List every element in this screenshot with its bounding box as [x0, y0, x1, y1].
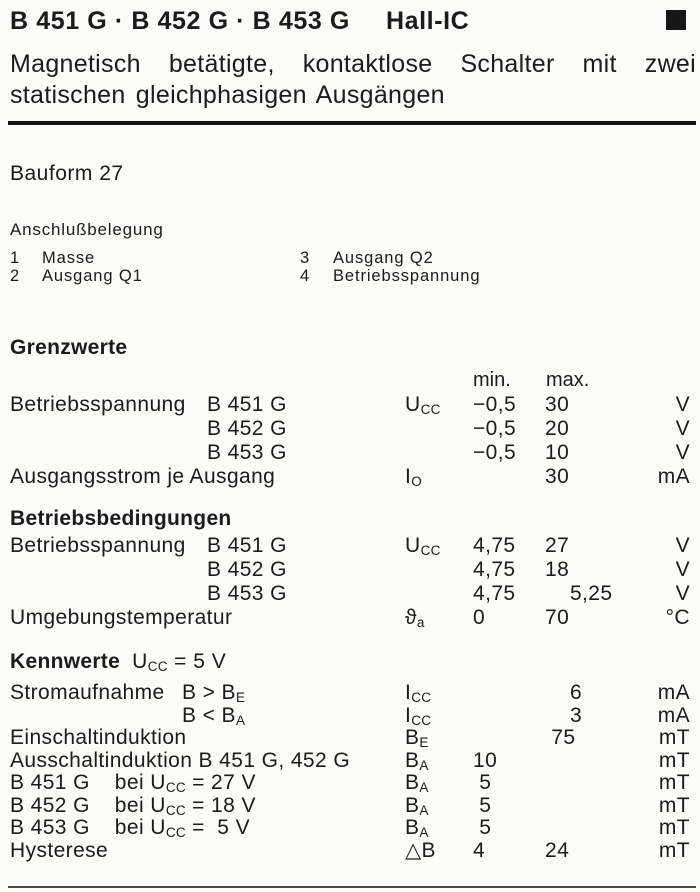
text-part: U — [132, 650, 148, 673]
spec-unit — [659, 727, 690, 750]
section-heading-text: Grenzwerte — [10, 336, 128, 359]
pin-number: 4 — [300, 267, 311, 285]
text-part: △B — [405, 838, 436, 862]
spec-unit — [659, 795, 690, 818]
text-part: = 5 V — [167, 650, 227, 673]
spec-row — [0, 582, 700, 606]
pin-label: Ausgang Q1 — [42, 267, 143, 285]
text-part: −0,5 — [473, 393, 517, 416]
text-part: 5 — [473, 793, 492, 817]
text-part: 3 — [545, 703, 583, 727]
section-heading-text: Kennwerte — [10, 650, 121, 673]
spec-max-value — [545, 534, 569, 558]
spec-min-value — [473, 558, 515, 582]
spec-min-value — [473, 840, 485, 863]
spec-symbol — [405, 534, 441, 560]
pin-number: 1 — [10, 249, 21, 267]
text-part: Hysterese — [10, 838, 109, 862]
text-part: mT — [658, 726, 690, 749]
spec-symbol — [405, 606, 425, 632]
spec-unit — [659, 750, 690, 773]
subscript: O — [411, 474, 423, 489]
text-part: 4,75 — [473, 534, 516, 557]
spec-row — [0, 705, 700, 728]
text-part: V — [675, 558, 690, 581]
spec-label — [10, 727, 186, 750]
min-column-header: min. — [473, 369, 511, 391]
subscript: CC — [147, 659, 168, 674]
spec-min-value — [473, 393, 516, 417]
text-part: 30 — [545, 393, 570, 416]
text-part: 5 — [473, 771, 492, 794]
spec-unit — [676, 441, 690, 465]
text-part: ϑ — [405, 606, 417, 629]
spec-min-value — [473, 417, 516, 441]
text-part: 24 — [545, 838, 570, 862]
text-part: −0,5 — [473, 441, 517, 464]
text-part: U — [405, 393, 421, 416]
spec-rows — [0, 393, 700, 489]
spec-sublabel — [207, 393, 287, 417]
spec-label — [10, 534, 186, 558]
text-part: = 5 V — [185, 816, 251, 839]
text-part: B — [405, 793, 420, 817]
spec-row — [0, 795, 700, 818]
text-part: 18 — [545, 558, 570, 581]
subscript: CC — [420, 402, 441, 417]
spec-min-value — [473, 750, 497, 773]
spec-max-value — [545, 465, 569, 489]
spec-label — [10, 840, 108, 863]
spec-label — [10, 393, 186, 417]
spec-label — [10, 750, 350, 773]
text-part: B — [405, 748, 420, 772]
text-part: °C — [665, 606, 690, 629]
spec-max-value — [545, 558, 569, 582]
spec-label — [10, 465, 275, 489]
pin-number: 3 — [300, 249, 311, 267]
text-part: V — [675, 582, 690, 605]
spec-row — [0, 558, 700, 582]
text-part: V — [675, 417, 690, 440]
header-divider — [8, 121, 696, 125]
text-part: mT — [658, 771, 690, 794]
text-part: mA — [657, 681, 690, 704]
spec-max-value — [545, 606, 569, 630]
page-subtitle — [10, 49, 696, 111]
text-part: B 452 G bei U — [10, 793, 166, 817]
page-title-product: Hall-IC — [385, 7, 470, 35]
text-part: mT — [658, 793, 690, 817]
page-header — [10, 7, 686, 36]
text-part: mA — [657, 465, 690, 488]
text-part: 0 — [473, 606, 486, 629]
spec-unit — [659, 817, 690, 840]
section-heading — [10, 650, 226, 674]
text-part: −0,5 — [473, 417, 517, 440]
spec-max-value — [545, 727, 575, 750]
section-heading-condition — [132, 650, 226, 673]
text-part: I — [405, 465, 412, 488]
text-part: Betriebsspannung — [10, 534, 186, 557]
spec-max-value — [545, 441, 569, 465]
spec-symbol — [405, 840, 436, 863]
spec-min-value — [473, 795, 491, 818]
text-part: 10 — [545, 441, 570, 464]
spec-sublabel — [207, 534, 287, 558]
spec-min-value — [473, 817, 491, 840]
text-part: B 451 G bei U — [10, 771, 166, 794]
subscript: CC — [411, 690, 432, 705]
spec-row — [0, 534, 700, 558]
subscript: CC — [165, 802, 186, 818]
spec-max-value — [545, 582, 612, 606]
spec-unit — [658, 682, 690, 705]
spec-symbol — [405, 465, 422, 491]
subscript: CC — [420, 543, 441, 558]
pin-label: Ausgang Q2 — [333, 249, 434, 267]
text-part: 4,75 — [473, 582, 516, 605]
text-part: B — [405, 771, 420, 794]
spec-sublabel — [207, 558, 287, 582]
text-part: 4 — [473, 838, 486, 862]
text-part: mT — [658, 748, 690, 772]
max-column-header: max. — [546, 369, 590, 391]
page-title-models: B 451 G · B 452 G · B 453 G — [10, 7, 350, 35]
subscript: A — [419, 757, 429, 773]
subscript: A — [419, 825, 429, 840]
pinout-list — [0, 249, 700, 287]
text-part: Einschaltinduktion — [10, 726, 187, 749]
spec-unit — [659, 840, 690, 863]
spec-unit — [658, 705, 690, 728]
text-part: 4,75 — [473, 558, 516, 581]
spec-label — [10, 606, 232, 630]
text-part: B — [405, 726, 420, 749]
text-part: B 451 G — [207, 393, 287, 416]
text-part: 10 — [473, 748, 498, 772]
spec-row — [0, 441, 700, 465]
text-part: U — [405, 534, 421, 557]
spec-max-value — [545, 682, 582, 705]
subscript: CC — [165, 825, 186, 840]
text-part: B 452 G — [207, 558, 287, 581]
text-part: 20 — [545, 417, 570, 440]
spec-row — [0, 772, 700, 795]
text-part: B < B — [182, 703, 236, 727]
text-part: = 18 V — [185, 793, 256, 817]
spec-min-value — [473, 582, 515, 606]
subscript: A — [235, 712, 246, 728]
spec-unit — [676, 417, 690, 441]
text-part: 70 — [545, 606, 570, 629]
text-part: B 452 G — [207, 417, 287, 440]
subscript: a — [416, 615, 425, 630]
spec-min-value — [473, 441, 516, 465]
text-part: = 27 V — [185, 771, 256, 794]
black-square-icon — [666, 10, 686, 30]
text-part: B 451 G — [207, 534, 287, 557]
subscript: A — [419, 780, 429, 795]
text-part: 5 — [473, 816, 492, 839]
spec-unit — [659, 772, 690, 795]
spec-unit — [676, 558, 690, 582]
spec-rows — [0, 682, 700, 862]
subscript: CC — [411, 712, 432, 728]
spec-row — [0, 417, 700, 441]
spec-min-value — [473, 772, 491, 795]
spec-row — [0, 817, 700, 840]
spec-sublabel — [182, 705, 245, 730]
text-part: mA — [657, 703, 690, 727]
text-part: V — [675, 534, 690, 557]
spec-max-value — [545, 840, 569, 863]
spec-row — [0, 606, 700, 630]
text-part: B > B — [182, 681, 236, 704]
spec-max-value — [545, 705, 582, 728]
spec-sublabel — [207, 582, 287, 606]
subscript: CC — [165, 780, 186, 795]
text-part: B — [405, 816, 420, 839]
bottom-divider — [8, 886, 696, 888]
spec-unit — [676, 534, 690, 558]
spec-unit — [676, 393, 690, 417]
text-part: Stromaufnahme — [10, 681, 165, 704]
spec-row — [0, 750, 700, 773]
subtitle-line-2: statischen gleichphasigen Ausgängen — [10, 81, 445, 109]
text-part: Ausgangsstrom je Ausgang — [10, 465, 276, 488]
section-heading — [10, 336, 127, 360]
text-part: mT — [658, 838, 690, 862]
subtitle-line-1: Magnetisch betätigte, kontaktlose Schalter mit zwei — [10, 50, 696, 78]
text-part: B 453 G — [207, 582, 287, 605]
spec-unit — [676, 582, 690, 606]
text-part: I — [405, 681, 412, 704]
text-part: I — [405, 703, 412, 727]
pinout-heading: Anschlußbelegung — [10, 220, 164, 239]
section-heading-text: Betriebsbedingungen — [10, 507, 232, 530]
spec-max-value — [545, 417, 569, 441]
text-part: 5,25 — [545, 582, 613, 605]
text-part: 6 — [545, 681, 583, 704]
spec-min-value — [473, 606, 485, 630]
text-part: mT — [658, 816, 690, 839]
spec-min-value — [473, 534, 515, 558]
text-part: V — [675, 393, 690, 416]
pin-number: 2 — [10, 267, 21, 285]
spec-row — [0, 465, 700, 489]
spec-unit — [666, 606, 690, 630]
text-part: V — [675, 441, 690, 464]
spec-sublabel — [207, 417, 287, 441]
text-part: Betriebsspannung — [10, 393, 186, 416]
spec-row — [0, 682, 700, 705]
pin-label: Betriebsspannung — [333, 267, 481, 285]
text-part: 30 — [545, 465, 570, 488]
text-part: 75 — [545, 726, 576, 749]
section-heading — [10, 507, 232, 531]
subscript: A — [419, 802, 429, 818]
spec-row — [0, 393, 700, 417]
spec-symbol — [405, 393, 441, 419]
spec-max-value — [545, 393, 569, 417]
text-part: 27 — [545, 534, 570, 557]
text-part: B 453 G bei U — [10, 816, 166, 839]
spec-unit — [658, 465, 690, 489]
pin-label: Masse — [42, 249, 96, 267]
spec-label — [10, 682, 165, 705]
subscript: E — [235, 690, 246, 705]
spec-row — [0, 727, 700, 750]
text-part: Ausschaltinduktion B 451 G, 452 G — [10, 748, 351, 772]
subscript: E — [419, 735, 429, 750]
text-part: B 453 G — [207, 441, 287, 464]
spec-rows — [0, 534, 700, 630]
spec-row — [0, 840, 700, 863]
text-part: Umgebungstemperatur — [10, 606, 233, 629]
spec-sublabel — [207, 441, 287, 465]
bauform-label: Bauform 27 — [10, 162, 124, 185]
